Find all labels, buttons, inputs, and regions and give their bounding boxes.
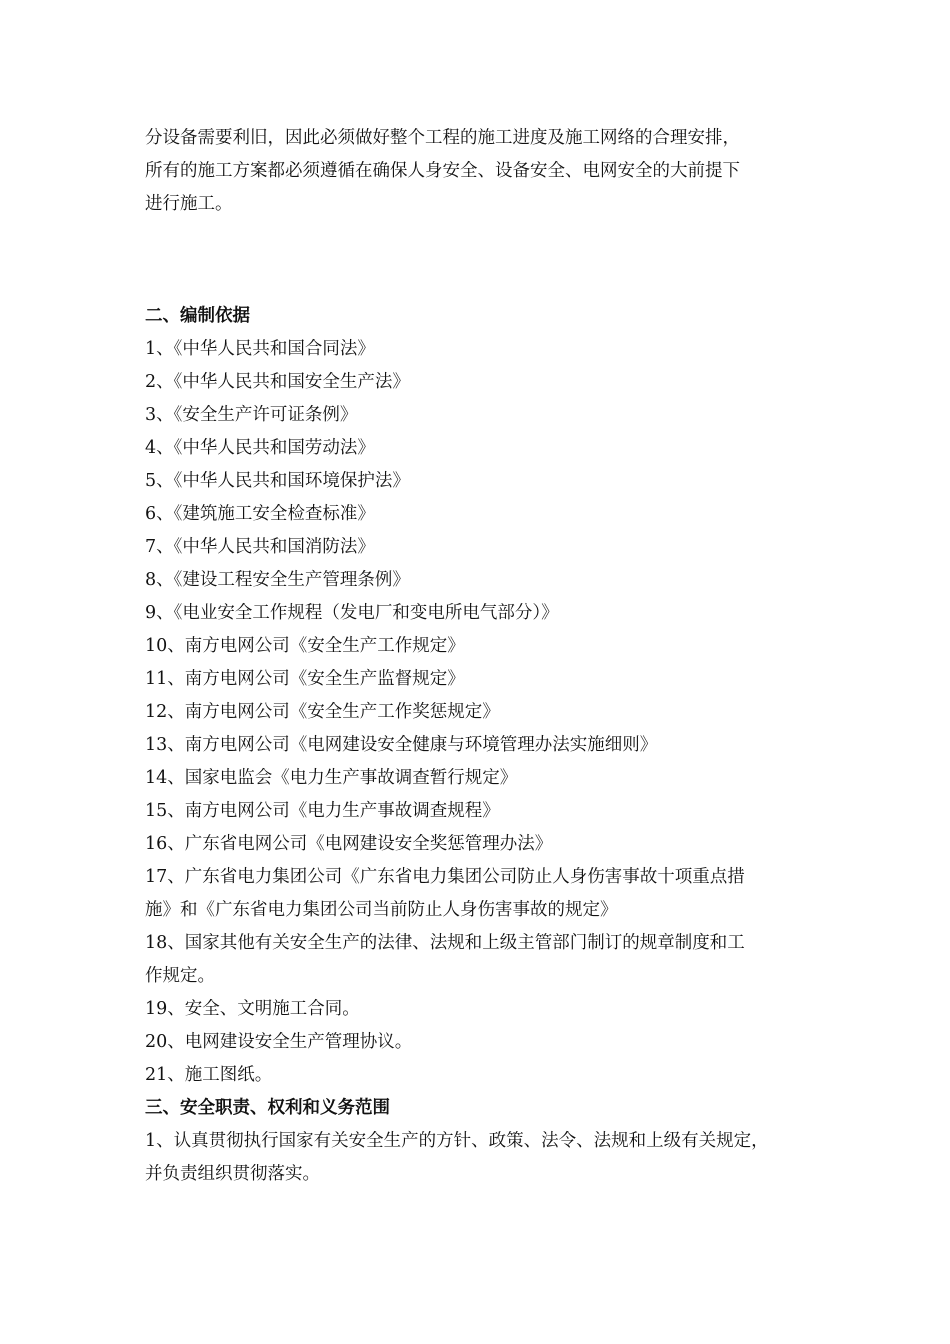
basis-item: 8、《建设工程安全生产管理条例》 <box>145 570 410 590</box>
basis-item: 21、施工图纸。 <box>145 1065 273 1085</box>
basis-item: 19、安全、文明施工合同。 <box>145 999 360 1019</box>
paragraph-spacer <box>145 221 815 300</box>
basis-item: 11、南方电网公司《安全生产监督规定》 <box>145 669 465 689</box>
basis-item: 17、广东省电力集团公司《广东省电力集团公司防止人身伤害事故十项重点措 <box>145 867 745 887</box>
section-heading-basis: 二、编制依据 <box>145 306 250 326</box>
basis-item: 5、《中华人民共和国环境保护法》 <box>145 471 410 491</box>
basis-item: 3、《安全生产许可证条例》 <box>145 405 358 425</box>
basis-item: 16、广东省电网公司《电网建设安全奖惩管理办法》 <box>145 834 553 854</box>
basis-item: 7、《中华人民共和国消防法》 <box>145 537 375 557</box>
responsibility-item-continuation: 并负责组织贯彻落实。 <box>145 1164 320 1184</box>
intro-line: 所有的施工方案都必须遵循在确保人身安全、设备安全、电网安全的大前提下 <box>145 161 740 181</box>
basis-item: 12、南方电网公司《安全生产工作奖惩规定》 <box>145 702 500 722</box>
basis-item: 15、南方电网公司《电力生产事故调查规程》 <box>145 801 500 821</box>
basis-item-continuation: 施》和《广东省电力集团公司当前防止人身伤害事故的规定》 <box>145 900 618 920</box>
basis-item-continuation: 作规定。 <box>145 966 215 986</box>
basis-item: 4、《中华人民共和国劳动法》 <box>145 438 375 458</box>
intro-line: 分设备需要利旧，因此必须做好整个工程的施工进度及施工网络的合理安排， <box>145 128 740 148</box>
basis-item: 20、电网建设安全生产管理协议。 <box>145 1032 413 1052</box>
basis-item: 18、国家其他有关安全生产的法律、法规和上级主管部门制订的规章制度和工 <box>145 933 745 953</box>
section-heading-responsibilities: 三、安全职责、权利和义务范围 <box>145 1098 390 1118</box>
intro-line: 进行施工。 <box>145 194 233 214</box>
basis-item: 10、南方电网公司《安全生产工作规定》 <box>145 636 465 656</box>
basis-item: 9、《电业安全工作规程（发电厂和变电所电气部分）》 <box>145 603 559 623</box>
basis-item: 6、《建筑施工安全检查标准》 <box>145 504 375 524</box>
responsibility-item: 1、认真贯彻执行国家有关安全生产的方针、政策、法令、法规和上级有关规定， <box>145 1131 769 1151</box>
document-body <box>145 122 815 1191</box>
basis-item: 14、国家电监会《电力生产事故调查暂行规定》 <box>145 768 518 788</box>
basis-item: 2、《中华人民共和国安全生产法》 <box>145 372 410 392</box>
basis-item: 13、南方电网公司《电网建设安全健康与环境管理办法实施细则》 <box>145 735 658 755</box>
basis-item: 1、《中华人民共和国合同法》 <box>145 339 375 359</box>
